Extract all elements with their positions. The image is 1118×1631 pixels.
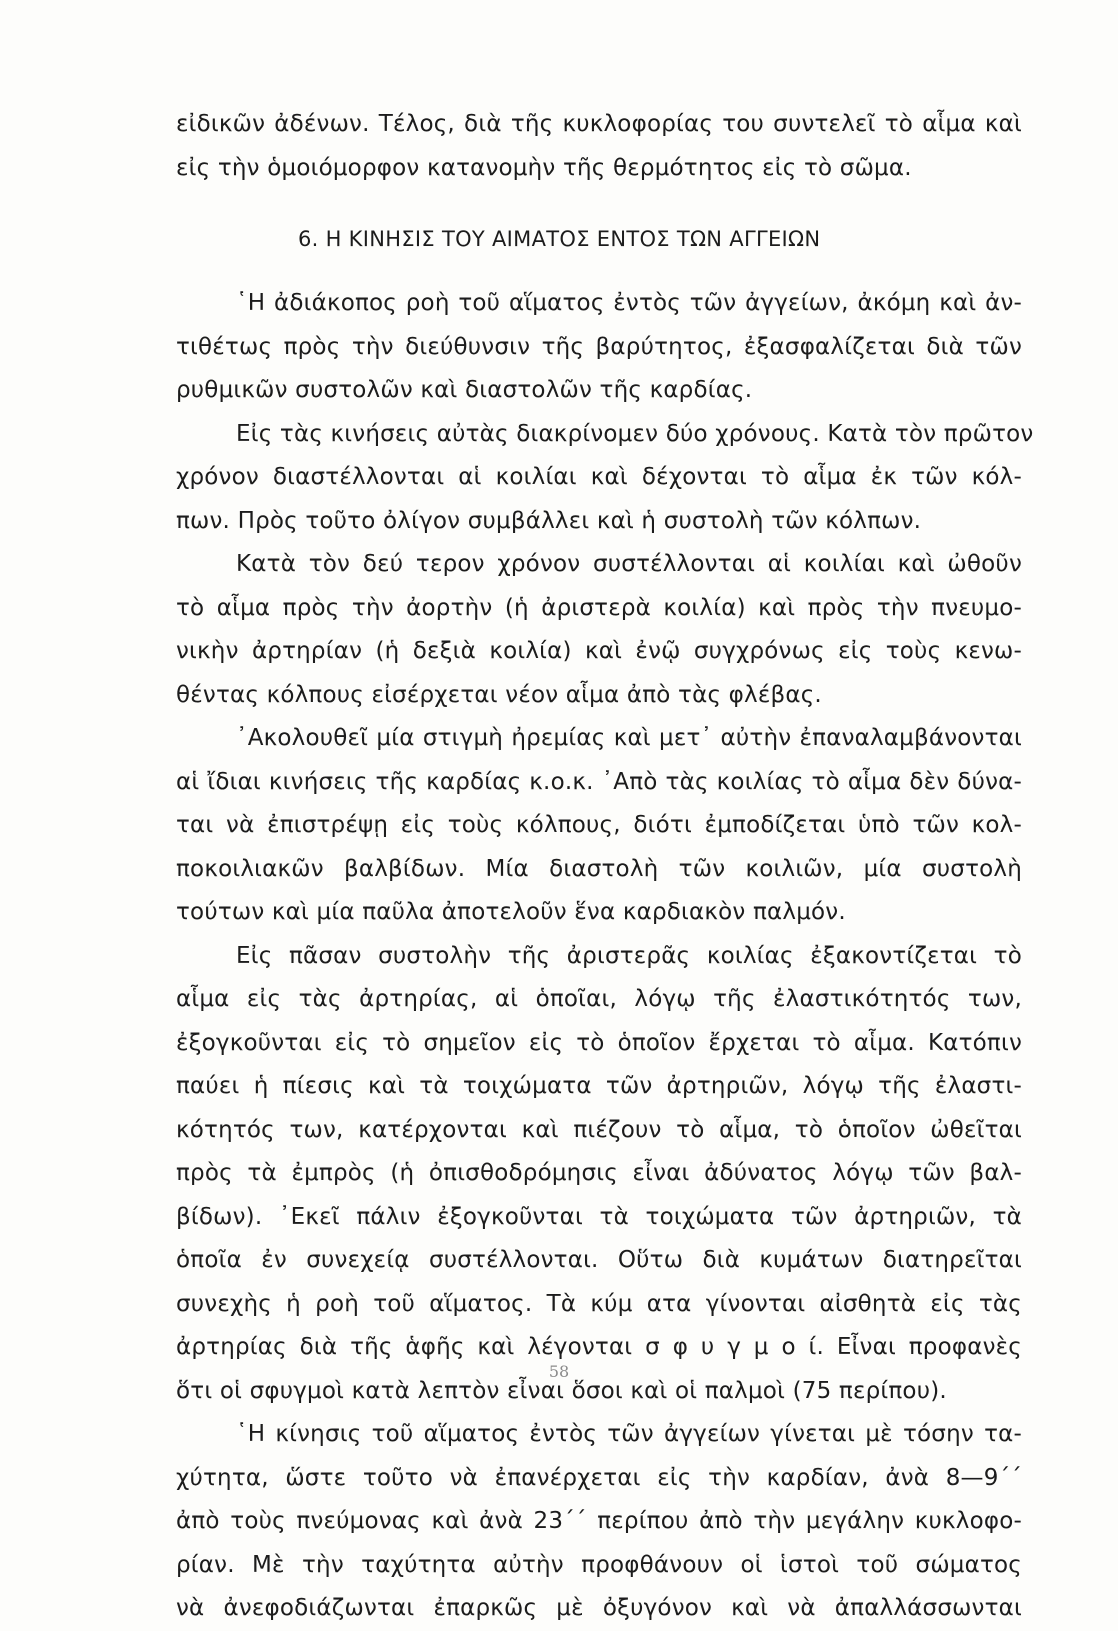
- text-line: ἀρτηρίας διὰ τῆς ἁφῆς καὶ λέγονται σ φ υ γ μ ο ί. Εἶναι προφανὲς: [176, 1334, 1022, 1360]
- text-line: συνεχὴς ἡ ροὴ τοῦ αἵματος. Τὰ κύμ ατα γίνονται αἰσθητὰ εἰς τὰς: [176, 1290, 1022, 1317]
- text-line: εἰς τὴν ὁμοιόμορφον κατανομὴν τῆς θερμότητος εἰς τὸ σῶμα.: [176, 154, 912, 181]
- document-body: [176, 103, 1034, 1631]
- text-line: νικὴν ἀρτηρίαν (ἡ δεξιὰ κοιλία) καὶ ἐνῷ συγχρόνως εἰς τοὺς κενω-: [176, 638, 1022, 664]
- text-line: ται νὰ ἐπιστρέψῃ εἰς τοὺς κόλπους, διότι ἐμποδίζεται ὑπὸ τῶν κολ-: [176, 812, 1022, 838]
- text-line: χρόνον διαστέλλονται αἱ κοιλίαι καὶ δέχονται τὸ αἷμα ἐκ τῶν κόλ-: [176, 464, 1022, 490]
- text-line: ἀπὸ τοὺς πνεύμονας καὶ ἀνὰ 23΄΄ περίπου ἀπὸ τὴν μεγάλην κυκλοφο-: [176, 1508, 1022, 1534]
- text-line: τὸ αἷμα πρὸς τὴν ἀορτὴν (ἡ ἀριστερὰ κοιλία) καὶ πρὸς τὴν πνευμο-: [176, 594, 1022, 621]
- text-line: τούτων καὶ μία παῦλα ἀποτελοῦν ἕνα καρδιακὸν παλμόν.: [176, 899, 846, 925]
- text-line: πρὸς τὰ ἐμπρὸς (ἡ ὀπισθοδρόμησις εἶναι ἀδύνατος λόγῳ τῶν βαλ-: [176, 1160, 1022, 1186]
- text-line: ἐξογκοῦνται εἰς τὸ σημεῖον εἰς τὸ ὁποῖον ἔρχεται τὸ αἷμα. Κατόπιν: [176, 1029, 1022, 1056]
- text-line: χύτητα, ὥστε τοῦτο νὰ ἐπανέρχεται εἰς τὴν καρδίαν, ἀνὰ 8—9΄΄: [176, 1464, 1022, 1491]
- text-line: ρυθμικῶν συστολῶν καὶ διαστολῶν τῆς καρδίας.: [176, 377, 753, 403]
- text-line: ᾿Ακολουθεῖ μία στιγμὴ ἠρεμίας καὶ μετ᾿ αὐτὴν ἐπαναλαμβάνονται: [236, 725, 1022, 751]
- text-line: βίδων). ᾿Εκεῖ πάλιν ἐξογκοῦνται τὰ τοιχώματα τῶν ἀρτηριῶν, τὰ: [176, 1203, 1022, 1230]
- text-line: αἷμα εἰς τὰς ἀρτηρίας, αἱ ὁποῖαι, λόγῳ τῆς ἐλαστικότητός των,: [176, 986, 1022, 1012]
- spacer: [176, 190, 1022, 210]
- text-line: αἱ ἴδιαι κινήσεις τῆς καρδίας κ.ο.κ. ᾿Απὸ τὰς κοιλίας τὸ αἷμα δὲν δύνα-: [176, 768, 1022, 795]
- text-line: ὅτι οἱ σφυγμοὶ κατὰ λεπτὸν εἶναι ὅσοι καὶ οἱ παλμοὶ (75 περίπου).: [176, 1377, 947, 1404]
- text-line: κότητός των, κατέρχονται καὶ πιέζουν τὸ αἷμα, τὸ ὁποῖον ὠθεῖται: [176, 1116, 1022, 1143]
- text-line: τιθέτως πρὸς τὴν διεύθυνσιν τῆς βαρύτητος, ἐξασφαλίζεται διὰ τῶν: [176, 333, 1022, 360]
- text-line: Εἰς πᾶσαν συστολὴν τῆς ἀριστερᾶς κοιλίας ἐξακοντίζεται τὸ: [236, 942, 1022, 969]
- text-line: νὰ ἀνεφοδιάζωνται ἐπαρκῶς μὲ ὀξυγόνον καὶ νὰ ἀπαλλάσσωνται: [176, 1595, 1022, 1621]
- page-number: 58: [548, 1362, 570, 1381]
- text-line: πων. Πρὸς τοῦτο ὀλίγον συμβάλλει καὶ ἡ συστολὴ τῶν κόλπων.: [176, 507, 922, 534]
- text-line: ποκοιλιακῶν βαλβίδων. Μία διαστολὴ τῶν κοιλιῶν, μία συστολὴ: [176, 855, 1022, 882]
- text-line: ῾Η κίνησις τοῦ αἵματος ἐντὸς τῶν ἀγγείων γίνεται μὲ τόσην τα-: [236, 1421, 1022, 1447]
- text-line: θέντας κόλπους εἰσέρχεται νέον αἷμα ἀπὸ τὰς φλέβας.: [176, 681, 822, 708]
- text-line: ὁποῖα ἐν συνεχείᾳ συστέλλονται. Οὕτω διὰ κυμάτων διατηρεῖται: [176, 1247, 1022, 1273]
- text-line: παύει ἡ πίεσις καὶ τὰ τοιχώματα τῶν ἀρτηριῶν, λόγῳ τῆς ἐλαστι-: [176, 1073, 1022, 1099]
- text-line: εἰδικῶν ἀδένων. Τέλος, διὰ τῆς κυκλοφορίας του συντελεῖ τὸ αἷμα καὶ: [176, 111, 1022, 137]
- section-heading: 6. Η ΚΙΝΗΣΙΣ ΤΟΥ ΑΙΜΑΤΟΣ ΕΝΤΟΣ ΤΩΝ ΑΓΓΕΙΩΝ: [298, 227, 821, 251]
- text-line: Κατὰ τὸν δεύ τερον χρόνον συστέλλονται αἱ κοιλίαι καὶ ὠθοῦν: [236, 551, 1022, 577]
- text-line: ῾Η ἀδιάκοπος ροὴ τοῦ αἵματος ἐντὸς τῶν ἀγγείων, ἀκόμη καὶ ἀν-: [236, 290, 1022, 316]
- text-line: Εἰς τὰς κινήσεις αὐτὰς διακρίνομεν δύο χρόνους. Κατὰ τὸν πρῶτον: [236, 420, 1034, 447]
- text-line: ρίαν. Μὲ τὴν ταχύτητα αὐτὴν προφθάνουν οἱ ἱστοὶ τοῦ σώματος: [176, 1551, 1022, 1578]
